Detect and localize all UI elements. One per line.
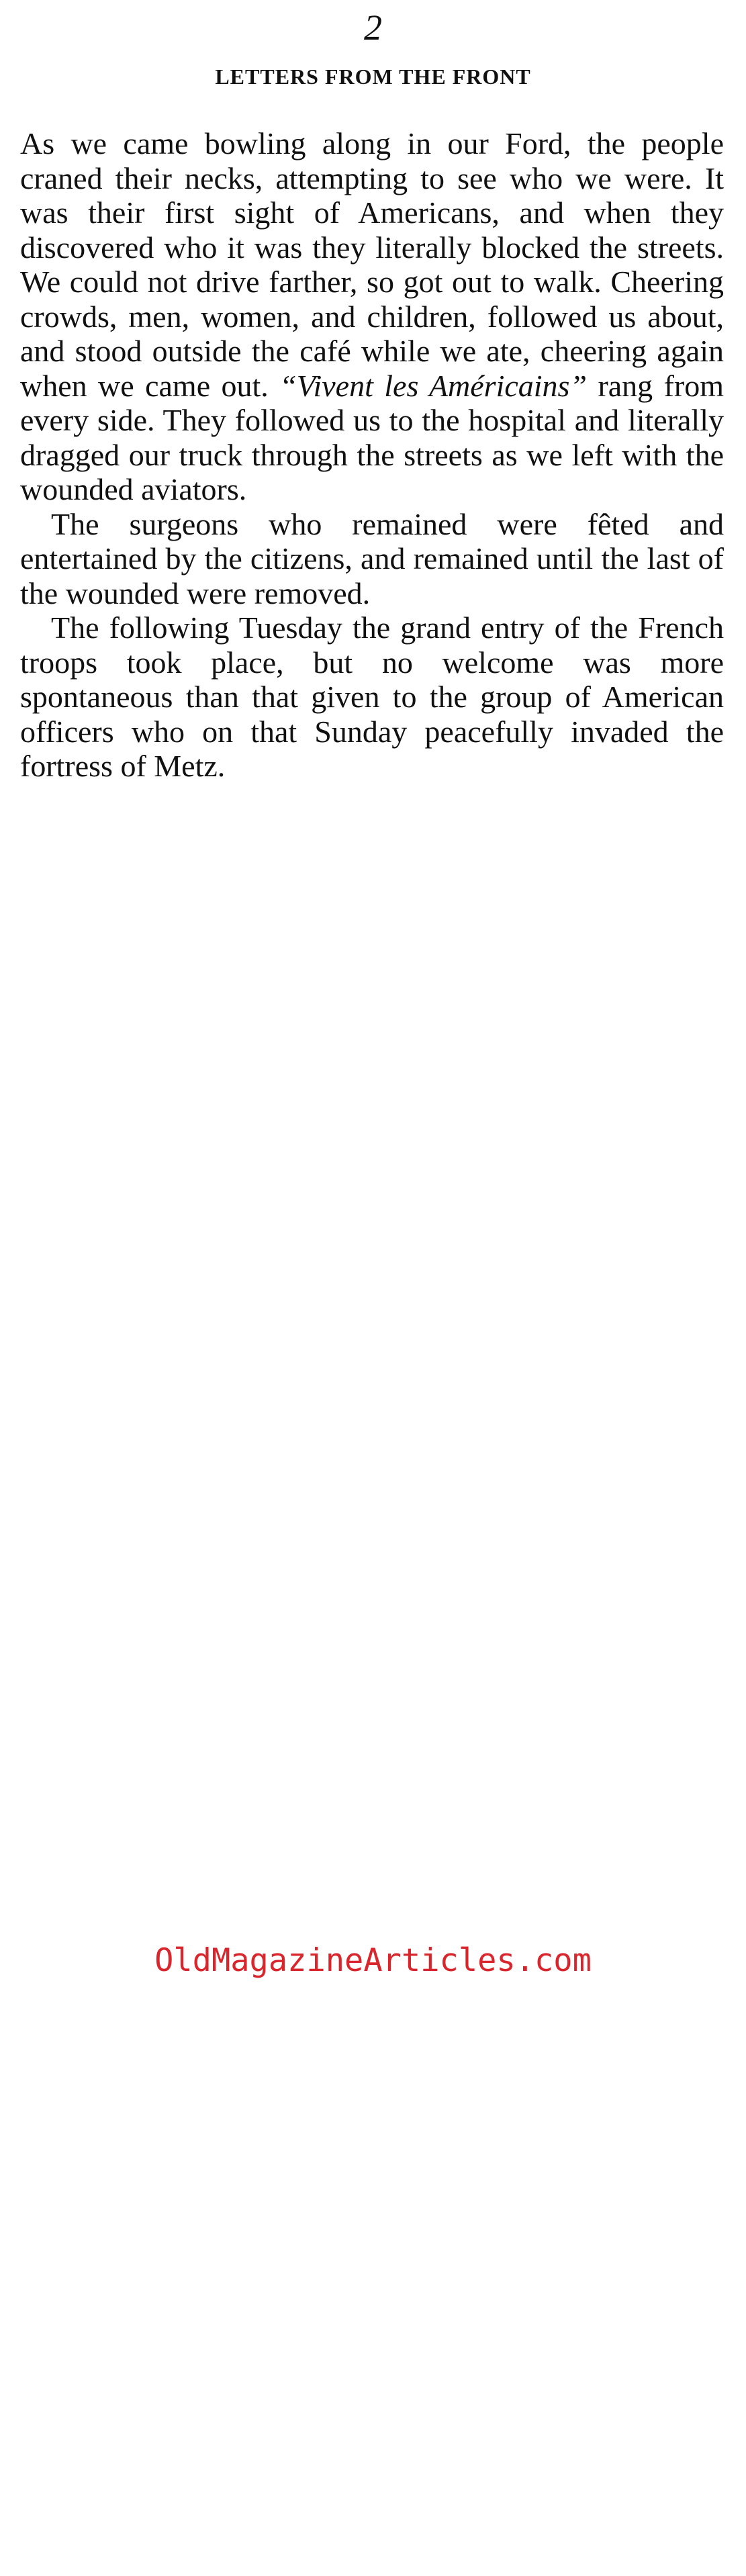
- paragraph-1-end: rang from every side. They followed us to the hospital and literally dragged our truck through the streets as we left with the wounded aviators.: [20, 368, 725, 506]
- paragraph-1-start: As we came bowling along in our Ford, the people craned their necks, attempting to see who we were. It was their first sight of Americans, and when they discovered who it was they literally blocked the streets. We could not drive farther, so got out to walk. Cheering crowds, men, women, and children, followed us about, and stood outside the café while we ate, cheering again when we came out.: [20, 126, 724, 403]
- article-body: [20, 126, 724, 784]
- running-head: LETTERS FROM THE FRONT: [215, 64, 531, 89]
- paragraph-2: The surgeons who remained were fêted and entertained by the citizens, and remained until the last of the wounded were removed.: [20, 506, 724, 610]
- paragraph-1-quote: “Vivent les Américains”: [279, 368, 588, 403]
- page-number: 2: [364, 7, 382, 48]
- paragraph-1: [20, 126, 724, 507]
- site-watermark: OldMagazineArticles.com: [154, 1942, 592, 1979]
- paragraph-3: The following Tuesday the grand entry of the French troops took place, but no welcome was more spontaneous than that given to the group of American officers who on that Sunday peacefully invaded the fortress of Metz.: [20, 610, 724, 783]
